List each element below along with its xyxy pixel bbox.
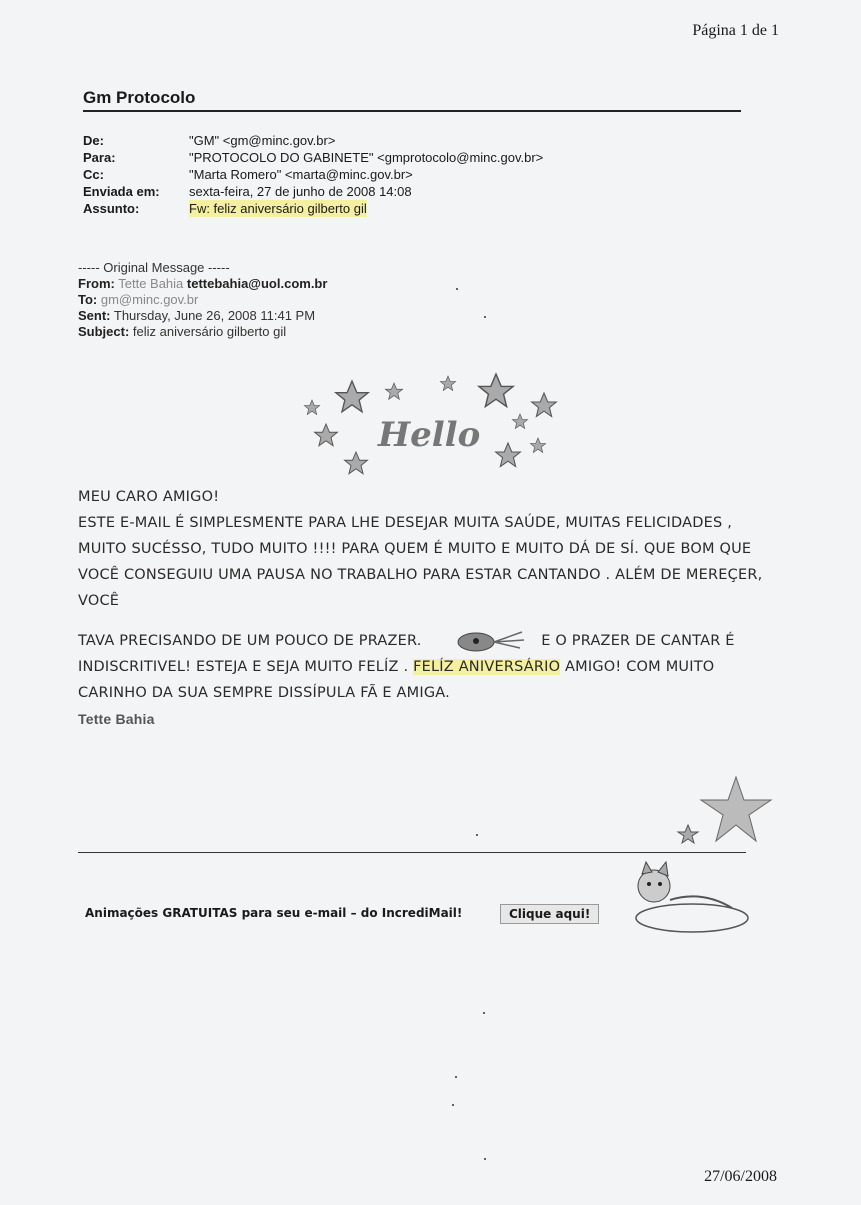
sent-label: Enviada em: (83, 184, 160, 199)
star-icon (532, 393, 557, 417)
original-sent-value: Thursday, June 26, 2008 11:41 PM (113, 308, 316, 323)
original-message (78, 260, 327, 340)
hello-text: Hello (378, 415, 481, 455)
original-subject-value: feliz aniversário gilberto gil (132, 324, 287, 339)
scan-speck (452, 1104, 454, 1106)
message-body (78, 484, 768, 732)
body-paragraph: ESTE E-MAIL É SIMPLESMENTE PARA LHE DESEJAR MUITA SAÚDE, MUITAS FELICIDADES , MUITO SUCÉSSO, TUDO MUITO !!!! PARA QUEM É MUITO E MUITO DÁ DE SÍ. QUE BOM QUE VOCÊ CONSEGUIU UMA PAUSA NO TRABALHO PARA ESTAR CANTANDO . ALÉM DE MEREÇER, VOCÊ (78, 515, 763, 609)
scan-speck (484, 316, 486, 318)
page-title: Gm Protocolo (83, 88, 196, 107)
to-value: "PROTOCOLO DO GABINETE" <gmprotocolo@minc.gov.br> (189, 150, 544, 165)
sent-value: sexta-feira, 27 de junho de 2008 14:08 (189, 184, 412, 199)
cat-mascot-icon (612, 860, 752, 938)
body-text: AMIGO! COM MUITO CARINHO DA SUA SEMPRE DISSÍPULA FÃ E AMIGA. (78, 659, 715, 701)
star-icon (336, 381, 368, 412)
original-to-value[interactable]: gm@minc.gov.br (100, 292, 199, 307)
scan-speck (484, 1158, 486, 1160)
original-to-label: To: (78, 292, 98, 307)
footer-divider (78, 852, 746, 853)
star-icon (479, 374, 513, 407)
from-value: "GM" <gm@minc.gov.br> (189, 133, 336, 148)
subject-label: Assunto: (83, 201, 140, 216)
original-to (78, 292, 327, 308)
page-footer-date: 27/06/2008 (704, 1168, 777, 1185)
body-text: TAVA PRECISANDO DE UM POUCO DE PRAZER. (78, 633, 422, 649)
body-paragraph-2 (78, 628, 768, 706)
header-row-to (83, 149, 543, 166)
subject-value: Fw: feliz aniversário gilberto gil (189, 201, 367, 216)
original-subject (78, 324, 327, 340)
email-header (83, 132, 543, 217)
star-icon (304, 400, 319, 414)
original-from (78, 276, 327, 292)
original-subject-label: Subject: (78, 324, 130, 339)
scan-speck (476, 834, 478, 836)
star-decoration-icon (676, 775, 776, 845)
scan-speck (483, 1012, 485, 1014)
original-sent-label: Sent: (78, 308, 111, 323)
original-sent (78, 308, 327, 324)
body-greeting: MEU CARO AMIGO! (78, 489, 220, 505)
bird-icon (436, 628, 528, 654)
page-number: Página 1 de 1 (692, 22, 779, 39)
header-row-subject (83, 200, 543, 217)
highlighted-text: FELÍZ ANIVERSÁRIO (413, 659, 561, 675)
promo-text: Animações GRATUITAS para seu e-mail – do IncrediMail! (85, 906, 463, 920)
header-row-cc (83, 166, 543, 183)
star-icon (512, 414, 527, 428)
cc-label: Cc: (83, 167, 104, 182)
clique-aqui-button[interactable]: Clique aqui! (500, 904, 599, 924)
star-icon (385, 383, 402, 399)
scan-speck (455, 1076, 457, 1078)
signature: Tette Bahia (78, 711, 155, 727)
header-row-from (83, 132, 543, 149)
star-icon (345, 452, 368, 474)
body-text: E O PRAZER DE CANTAR É INDISCRITIVEL! ESTEJA E SEJA MUITO FELÍZ . (78, 633, 735, 675)
star-icon (440, 376, 455, 390)
cc-value: "Marta Romero" <marta@minc.gov.br> (189, 167, 413, 182)
scan-speck (456, 288, 458, 290)
star-icon (315, 424, 338, 446)
hello-stars-image (300, 372, 562, 487)
original-from-name: Tette Bahia (118, 276, 184, 291)
header-row-sent (83, 183, 543, 200)
to-label: Para: (83, 150, 116, 165)
original-from-email[interactable]: tettebahia@uol.com.br (186, 276, 328, 291)
star-icon (496, 443, 521, 467)
title-divider (83, 110, 741, 112)
original-separator: ----- Original Message ----- (78, 260, 230, 275)
from-label: De: (83, 133, 104, 148)
star-icon (530, 438, 545, 452)
original-from-label: From: (78, 276, 115, 291)
